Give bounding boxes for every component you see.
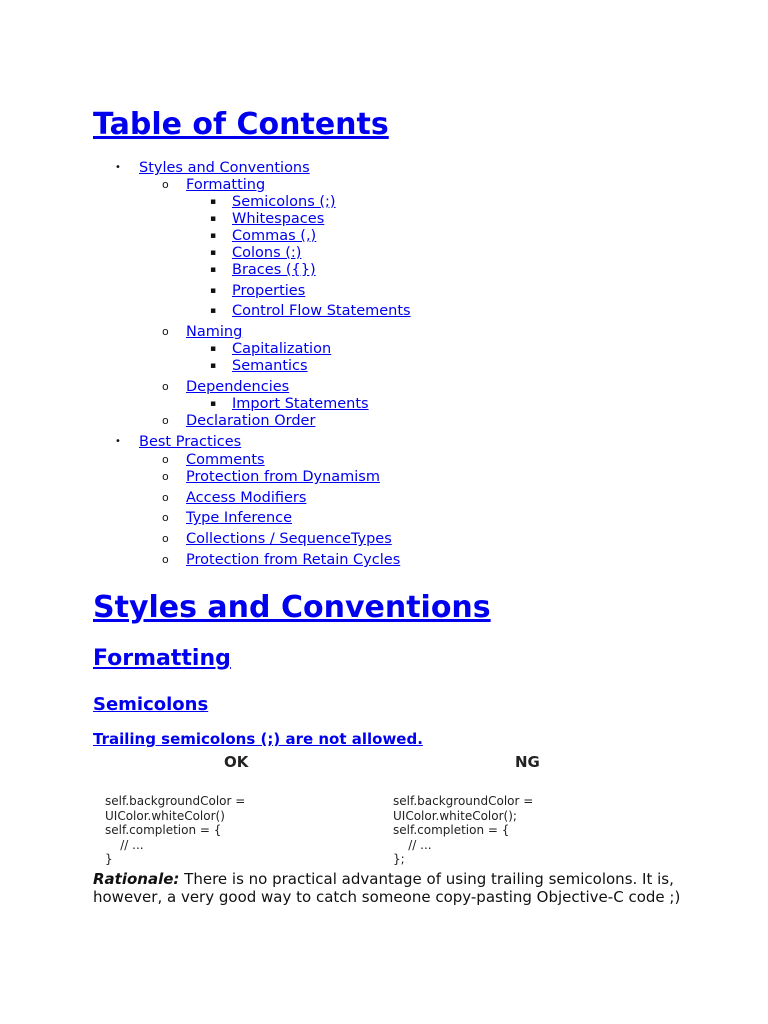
bullet-icon: •	[115, 162, 121, 173]
toc-item	[0, 244, 768, 262]
bullet-icon: o	[162, 380, 169, 393]
rule-heading[interactable]: Trailing semicolons (;) are not allowed.	[93, 730, 423, 748]
toc-item	[0, 412, 768, 430]
toc-item	[0, 227, 768, 245]
ng-code-sample: self.backgroundColor = UIColor.whiteColor(); self.completion = { // ... };	[393, 794, 534, 866]
section-heading-semicolons[interactable]: Semicolons	[93, 694, 209, 715]
section-heading-styles[interactable]: Styles and Conventions	[93, 590, 491, 625]
bullet-icon: •	[115, 436, 121, 447]
toc-item	[0, 340, 768, 358]
toc-link[interactable]: Control Flow Statements	[232, 303, 411, 319]
toc-item	[0, 302, 768, 320]
bullet-icon: ▪	[210, 399, 217, 409]
bullet-icon: o	[162, 414, 169, 427]
toc-link[interactable]: Whitespaces	[232, 211, 325, 227]
toc-item	[0, 468, 768, 486]
toc-link[interactable]: Styles and Conventions	[139, 160, 310, 176]
bullet-icon: ▪	[210, 344, 217, 354]
toc-item	[0, 357, 768, 375]
toc-item	[0, 210, 768, 228]
toc-item	[0, 378, 768, 396]
bullet-icon: ▪	[210, 286, 217, 296]
toc-item	[0, 551, 768, 569]
bullet-icon: o	[162, 491, 169, 504]
toc-link[interactable]: Protection from Retain Cycles	[186, 552, 401, 568]
toc-link[interactable]: Braces ({})	[232, 262, 316, 278]
toc-item	[0, 489, 768, 507]
toc-item	[0, 193, 768, 211]
toc-link[interactable]: Comments	[186, 452, 265, 468]
bullet-icon: o	[162, 178, 169, 191]
rationale-paragraph	[93, 871, 693, 906]
bullet-icon: ▪	[210, 265, 217, 275]
toc-link[interactable]: Colons (:)	[232, 245, 302, 261]
toc-item	[0, 451, 768, 469]
toc-link[interactable]: Protection from Dynamism	[186, 469, 380, 485]
toc-link[interactable]: Type Inference	[186, 510, 293, 526]
toc-link[interactable]: Capitalization	[232, 341, 332, 357]
ok-column-header: OK	[224, 753, 249, 771]
section-heading-formatting[interactable]: Formatting	[93, 646, 231, 671]
bullet-icon: ▪	[210, 231, 217, 241]
toc-item	[0, 433, 768, 451]
toc-item	[0, 509, 768, 527]
ok-code-sample: self.backgroundColor = UIColor.whiteColor() self.completion = { // ... }	[105, 794, 246, 866]
bullet-icon: ▪	[210, 214, 217, 224]
toc-item	[0, 395, 768, 413]
toc-link[interactable]: Formatting	[186, 177, 266, 193]
toc-title-link[interactable]: Table of Contents	[93, 107, 389, 142]
ng-column-header: NG	[515, 753, 540, 771]
toc-link[interactable]: Import Statements	[232, 396, 369, 412]
toc-item	[0, 282, 768, 300]
bullet-icon: o	[162, 553, 169, 566]
bullet-icon: ▪	[210, 361, 217, 371]
toc-link[interactable]: Collections / SequenceTypes	[186, 531, 392, 547]
toc-item	[0, 261, 768, 279]
toc-link[interactable]: Declaration Order	[186, 413, 316, 429]
bullet-icon: ▪	[210, 306, 217, 316]
toc-link[interactable]: Commas (,)	[232, 228, 317, 244]
bullet-icon: o	[162, 453, 169, 466]
toc-link[interactable]: Naming	[186, 324, 243, 340]
bullet-icon: o	[162, 532, 169, 545]
bullet-icon: o	[162, 470, 169, 483]
toc-link[interactable]: Properties	[232, 283, 306, 299]
bullet-icon: o	[162, 325, 169, 338]
toc-item	[0, 530, 768, 548]
toc-link[interactable]: Semicolons (;)	[232, 194, 336, 210]
toc-item	[0, 159, 768, 177]
toc-link[interactable]: Best Practices	[139, 434, 242, 450]
rationale-label: Rationale:	[93, 870, 180, 888]
bullet-icon: ▪	[210, 197, 217, 207]
toc-link[interactable]: Semantics	[232, 358, 308, 374]
toc-link[interactable]: Dependencies	[186, 379, 290, 395]
rationale-text: There is no practical advantage of using trailing semicolons. It is, however, a very good way to catch someone copy-pasting Objective-C code ;)	[93, 870, 681, 906]
toc-link[interactable]: Access Modifiers	[186, 490, 307, 506]
toc-item	[0, 176, 768, 194]
toc-item	[0, 323, 768, 341]
bullet-icon: o	[162, 511, 169, 524]
bullet-icon: ▪	[210, 248, 217, 258]
